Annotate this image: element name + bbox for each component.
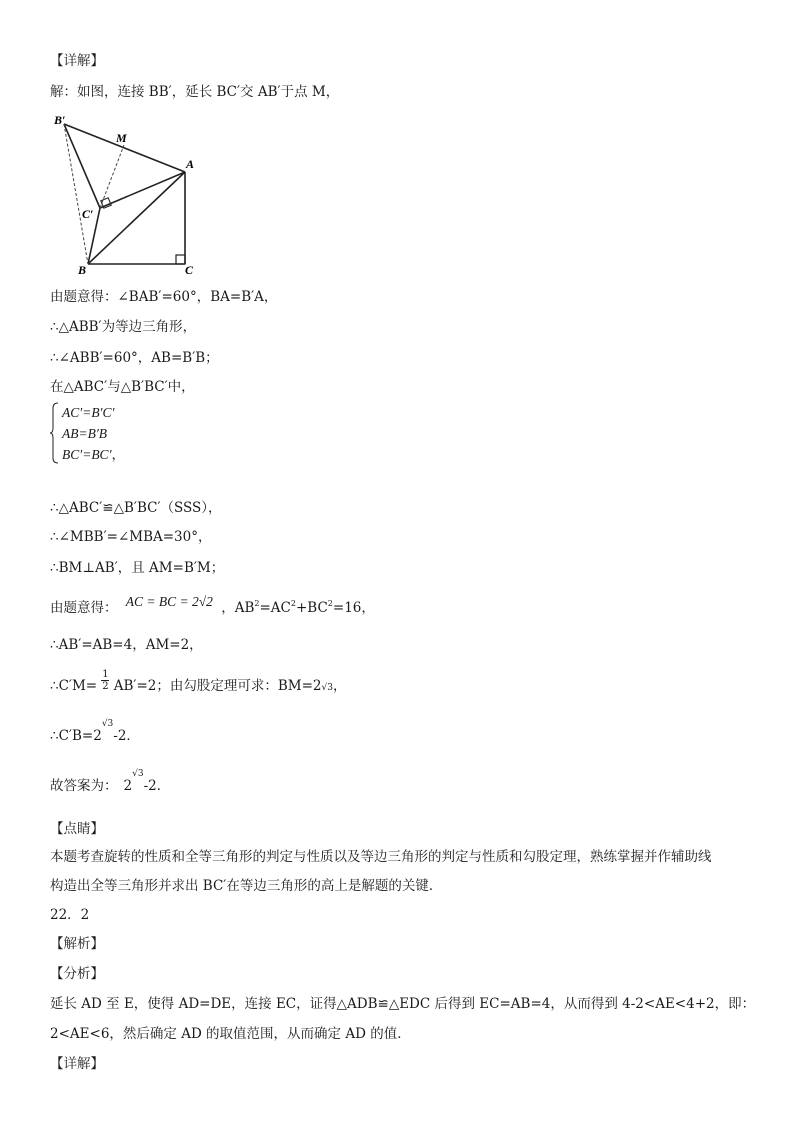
geometry-figure: [52, 112, 212, 277]
given-bc: +BC: [295, 600, 328, 616]
equation-1: AC′=B′C′: [62, 405, 115, 420]
given-16: =16，: [332, 600, 375, 616]
step-angle-60: ∴∠ABB′=60°，AB=B′B；: [50, 350, 219, 366]
sqrt-3-a: √3: [321, 683, 333, 693]
cb-end: -2．: [113, 728, 140, 744]
label-C: C: [185, 263, 194, 277]
solution-intro: 解：如图，连接 BB′，延长 BC′交 AB′于点 M，: [50, 84, 340, 100]
fenxi-text-2: 2<AE<6，然后确定 AD 的取值范围，从而确定 AD 的值．: [50, 1026, 411, 1042]
label-A: A: [186, 157, 195, 171]
cb-prefix: ∴C′B=2: [50, 728, 102, 744]
equation-3: BC′=BC′: [62, 447, 112, 462]
remark-text-2: 构造出全等三角形并求出 BC′在等边三角形的高上是解题的关键．: [50, 878, 443, 894]
step-given-angle: 由题意得：∠BAB′=60°，BA=B′A，: [50, 289, 278, 305]
step-given-lengths: [50, 595, 375, 617]
label-Cprime: C′: [82, 207, 94, 221]
step-angle-30: ∴∠MBB′=∠MBA=30°，: [50, 529, 212, 545]
fenxi-text-1: 延长 AD 至 E，使得 AD=DE，连接 EC，证得△ADB≌△EDC 后得到 EC=AB=4，从而得到 4-2<AE<4+2，即：: [50, 996, 756, 1012]
answer-two: 2: [123, 778, 133, 794]
step-ab-length: ∴AB′=AB=4，AM=2，: [50, 637, 203, 653]
label-M: M: [116, 131, 127, 145]
equation-2: AB=B′B: [62, 426, 108, 441]
step-cm: [50, 669, 347, 698]
sup-2c: 2: [327, 599, 333, 608]
answer-line: [50, 769, 171, 797]
sqrt-3-c: √3: [132, 769, 144, 779]
answer-end: -2．: [143, 778, 171, 794]
step-perpendicular: ∴BM⊥AB′，且 AM=B′M；: [50, 560, 225, 576]
cm-middle: AB′=2；由勾股定理可求：BM=2: [109, 678, 322, 694]
remark-text-1: 本题考查旋转的性质和全等三角形的判定与性质以及等边三角形的判定与性质和勾股定理，熟练掌握并作辅助线: [50, 849, 712, 865]
fraction-den: 2: [102, 681, 109, 692]
section-fenxi-heading: 【分析】: [50, 966, 104, 982]
question-22-answer: 22．2: [50, 907, 90, 923]
fraction-half: [101, 669, 109, 692]
step-congruent: ∴△ABC′≌△B′BC′（SSS），: [50, 500, 222, 516]
given-formula: AC = BC = 2√2: [125, 594, 213, 609]
left-brace-icon: [50, 402, 60, 464]
right-angle-mark-C: [176, 255, 185, 264]
sqrt-3-b: √3: [101, 719, 114, 729]
label-B: B: [78, 263, 87, 277]
segment-CprimeA: [100, 172, 185, 208]
step-cb: [50, 719, 140, 747]
cm-end: ，: [332, 678, 347, 694]
given-ab: ，AB: [221, 600, 255, 616]
step-in-triangles: 在△ABC′与△B′BC′中，: [50, 379, 195, 395]
given-prefix: 由题意得：: [50, 600, 118, 616]
label-Bprime: B′: [54, 113, 66, 127]
section-analysis-heading: 【解析】: [50, 936, 104, 952]
sup-2b: 2: [290, 599, 296, 608]
answer-prefix: 故答案为：: [50, 778, 118, 794]
step-equilateral: ∴△ABB′为等边三角形，: [50, 319, 197, 335]
sup-2a: 2: [254, 599, 260, 608]
cm-prefix: ∴C′M=: [50, 678, 98, 694]
fraction-num: 1: [102, 669, 109, 680]
given-ac: =AC: [259, 600, 291, 616]
segment-BA: [88, 172, 185, 264]
equation-comma: ，: [111, 447, 126, 462]
segment-BBprime-dashed: [64, 124, 88, 264]
section-detail2-heading: 【详解】: [50, 1056, 104, 1072]
section-detail-heading: 【详解】: [50, 53, 104, 69]
section-remark-heading: 【点睛】: [50, 821, 104, 837]
